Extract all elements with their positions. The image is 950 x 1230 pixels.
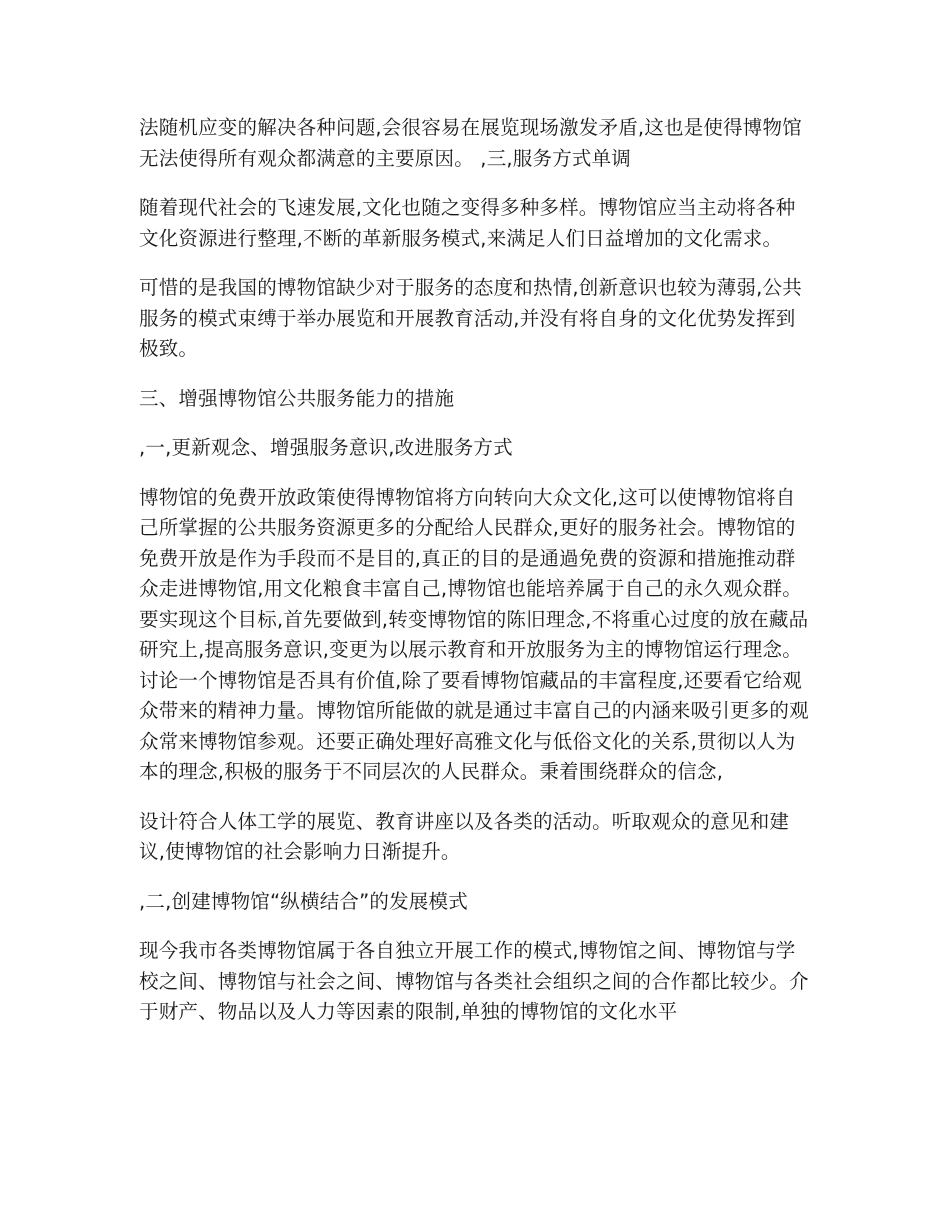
paragraph: 可惜的是我国的博物馆缺少对于服务的态度和热情,创新意识也较为薄弱,公共服务的模式束缚于举办展览和开展教育活动,并没有将自身的文化优势发挥到极致。 bbox=[139, 276, 802, 360]
section-heading: 三、增强博物馆公共服务能力的措施 bbox=[139, 386, 455, 410]
subsection-heading: ,一,更新观念、增强服务意识,改进服务方式 bbox=[139, 436, 513, 459]
paragraph: 现今我市各类博物馆属于各自独立开展工作的模式,博物馆之间、博物馆与学校之间、博物馆与社会之间、博物馆与各类社会组织之间的合作都比较少。介于财产、物品以及人力等因素的限制,单独的博物馆的文化水平 bbox=[139, 939, 809, 1023]
document-body bbox=[139, 113, 815, 1047]
paragraph: 法随机应变的解决各种问题,会很容易在展览现场激发矛盾,这也是使得博物馆无法使得所有观众都满意的主要原因。 ,三,服务方式单调 bbox=[139, 116, 802, 170]
subsection-heading: ,二,创建博物馆“纵横结合”的发展模式 bbox=[139, 889, 468, 913]
paragraph: 随着现代社会的飞速发展,文化也随之变得多种多样。博物馆应当主动将各种文化资源进行整理,不断的革新服务模式,来满足人们日益增加的文化需求。 bbox=[139, 196, 796, 250]
paragraph: 博物馆的免费开放政策使得博物馆将方向转向大众文化,这可以使博物馆将自己所掌握的公共服务资源更多的分配给人民群众,更好的服务社会。博物馆的免费开放是作为手段而不是目的,真正的目的是通過免费的资源和措施推动群众走进博物馆,用文化粮食丰富自己,博物馆也能培养属于自己的永久观众群。要实现这个目标,首先要做到,转变博物馆的陈旧理念,不将重心过度的放在藏品研究上,提高服务意识,变更为以展示教育和开放服务为主的博物馆运行理念。讨论一个博物馆是否具有价值,除了要看博物馆藏品的丰富程度,还要看它给观众带来的精神力量。博物馆所能做的就是通过丰富自己的内涵来吸引更多的观众常来博物馆参观。还要正确处理好高雅文化与低俗文化的关系,贯彻以人为本的理念,积极的服务于不同层次的人民群众。秉着围绕群众的信念, bbox=[139, 485, 809, 783]
paragraph: 设计符合人体工学的展览、教育讲座以及各类的活动。听取观众的意见和建议,使博物馆的社会影响力日渐提升。 bbox=[139, 809, 790, 863]
